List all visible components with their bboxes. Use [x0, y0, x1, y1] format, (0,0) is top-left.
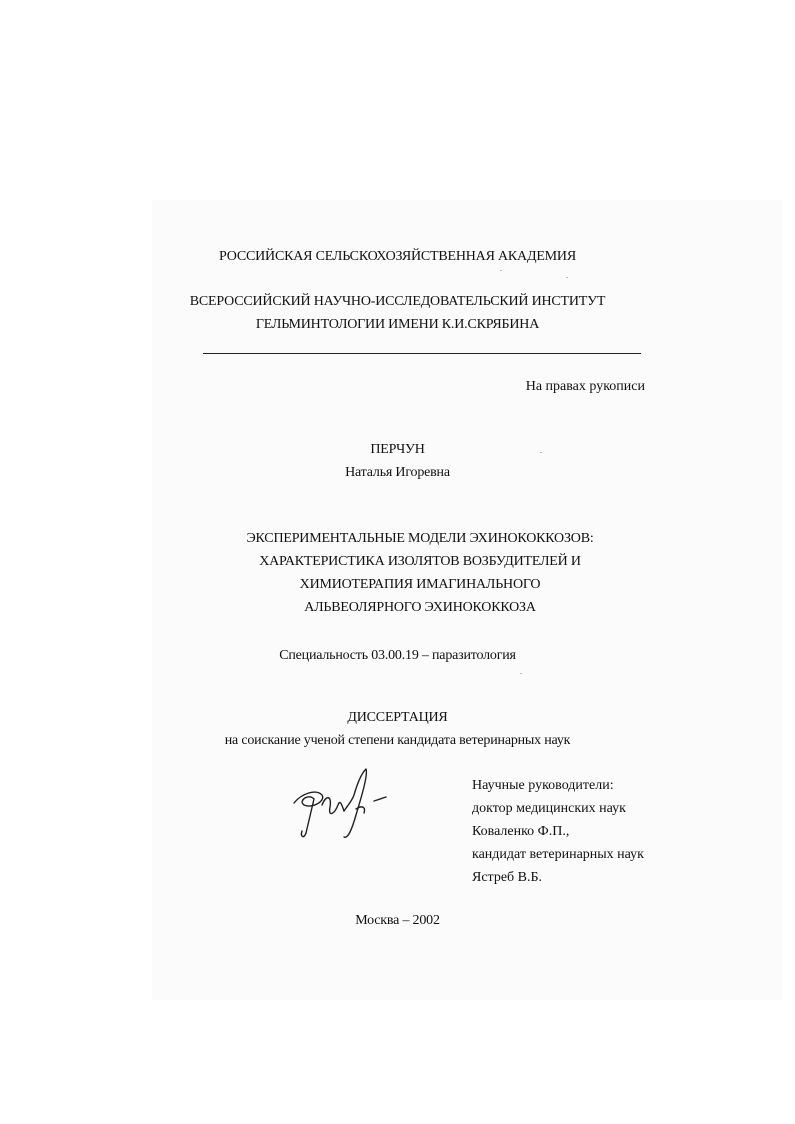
scan-speck: [566, 277, 568, 278]
handwritten-signature: [282, 765, 392, 845]
place-and-year: Москва – 2002: [355, 913, 440, 928]
supervisor-2-name: Ястреб В.Б.: [472, 870, 543, 885]
specialty: Специальность 03.00.19 – паразитология: [279, 648, 516, 663]
manuscript-rights-note: На правах рукописи: [525, 379, 645, 394]
academy-name: РОССИЙСКАЯ СЕЛЬСКОХОЗЯЙСТВЕННАЯ АКАДЕМИЯ: [219, 249, 576, 264]
title-line-1: ЭКСПЕРИМЕНТАЛЬНЫЕ МОДЕЛИ ЭХИНОКОККОЗОВ:: [246, 531, 594, 546]
supervisors-block: [472, 774, 644, 889]
scan-speck: [520, 673, 522, 674]
supervisor-2-title: кандидат ветеринарных наук: [472, 847, 644, 862]
dissertation-heading: ДИССЕРТАЦИЯ: [347, 710, 448, 725]
supervisor-1-title: доктор медицинских наук: [472, 801, 626, 816]
institute-name-line-2: ГЕЛЬМИНТОЛОГИИ ИМЕНИ К.И.СКРЯБИНА: [255, 317, 540, 332]
author-surname: ПЕРЧУН: [370, 442, 425, 457]
author-given-names: Наталья Игоревна: [345, 465, 450, 480]
institute-name-line-1: ВСЕРОССИЙСКИЙ НАУЧНО-ИССЛЕДОВАТЕЛЬСКИЙ ИНСТИТУТ: [189, 294, 606, 309]
supervisor-1-name: Коваленко Ф.П.,: [472, 824, 570, 839]
title-line-4: АЛЬВЕОЛЯРНОГО ЭХИНОКОККОЗА: [304, 600, 536, 615]
degree-line: на соискание ученой степени кандидата ветеринарных наук: [224, 733, 571, 748]
supervisors-label: Научные руководители:: [472, 778, 614, 793]
title-line-2: ХАРАКТЕРИСТИКА ИЗОЛЯТОВ ВОЗБУДИТЕЛЕЙ И: [259, 554, 581, 569]
scan-speck: [500, 270, 502, 271]
scan-speck: [540, 452, 542, 453]
header-divider: [203, 353, 641, 354]
title-line-3: ХИМИОТЕРАПИЯ ИМАГИНАЛЬНОГО: [299, 577, 541, 592]
